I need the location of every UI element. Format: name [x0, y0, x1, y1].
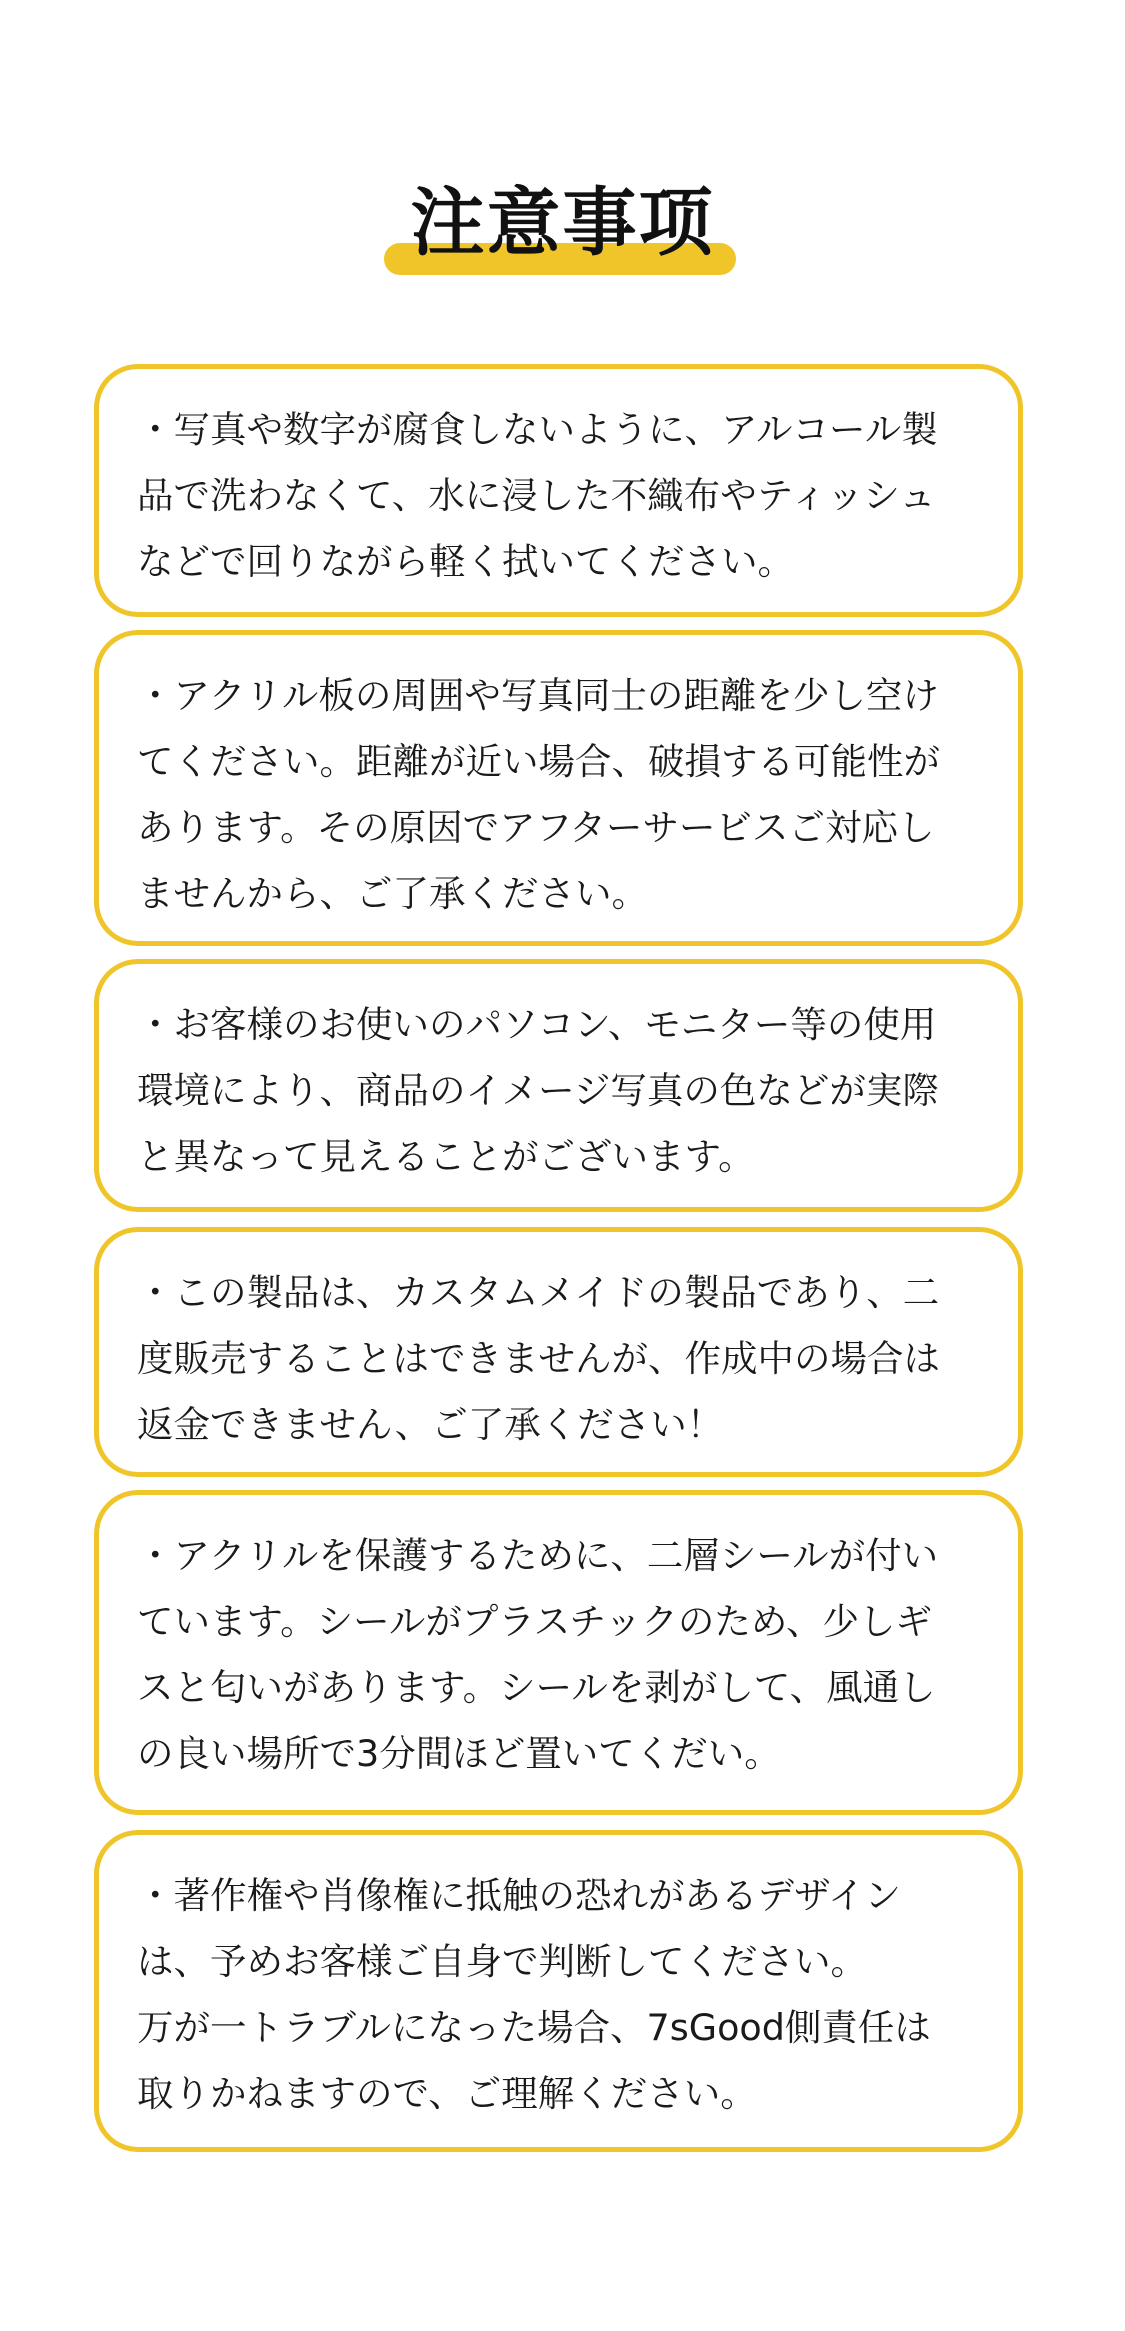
notice-line: 度販売することはできませんが、作成中の場合は [137, 1337, 940, 1380]
notice-line: 品で洗わなくて、水に浸した不織布やティッシュ [137, 474, 936, 517]
notice-line: の良い場所で3分間ほど置いてくだい。 [137, 1732, 781, 1775]
notice-line: ・写真や数字が腐食しないように、アルコール製 [137, 408, 938, 451]
notice-line: ・アクリルを保護するために、二層シールが付い [137, 1534, 939, 1577]
notice-text [137, 1260, 982, 1458]
notice-line: は、予めお客様ご自身で判断してください。 [137, 1940, 867, 1983]
notice-line: スと匂いがあります。シールを剥がして、風通し [137, 1666, 936, 1709]
notice-line: ・著作権や肖像権に抵触の恐れがあるデザイン [137, 1874, 901, 1917]
notice-line: てください。距離が近い場合、破損する可能性が [137, 740, 940, 783]
notice-line: 環境により、商品のイメージ写真の色などが実際 [137, 1069, 939, 1112]
notice-line: ています。シールがプラスチックのため、少しギ [137, 1600, 932, 1643]
notice-line: 返金できません、ご了承ください！ [137, 1403, 724, 1446]
notice-line: 万が一トラブルになった場合、7sGood側責任は [137, 2006, 931, 2049]
notice-line: などで回りながら軽く拭いてください。 [137, 540, 794, 583]
notice-line: ・アクリル板の周囲や写真同士の距離を少し空け [137, 674, 939, 717]
notice-text [137, 1523, 982, 1787]
notice-line: 取りかねますので、ご理解ください。 [137, 2072, 757, 2115]
notice-card-3 [94, 959, 1023, 1212]
notice-card-1 [94, 364, 1023, 617]
notice-line: ・この製品は、カスタムメイドの製品であり、二 [137, 1271, 940, 1314]
notice-text [137, 663, 982, 927]
notice-card-2 [94, 630, 1023, 946]
notice-line: と異なって見えることがございます。 [137, 1135, 755, 1178]
notice-line: ・お客様のお使いのパソコン、モニター等の使用 [137, 1003, 937, 1046]
notice-card-5 [94, 1490, 1023, 1815]
notice-text [137, 397, 982, 595]
notice-text [137, 1863, 982, 2127]
title-section [0, 175, 1125, 285]
notice-text [137, 992, 982, 1190]
notice-line: ませんから、ご了承ください。 [137, 872, 648, 915]
notice-line: あります。その原因でアフターサービスご対応し [137, 806, 935, 849]
notice-card-6 [94, 1830, 1023, 2152]
notice-card-4 [94, 1227, 1023, 1477]
page-title: 注意事项 [410, 180, 715, 266]
